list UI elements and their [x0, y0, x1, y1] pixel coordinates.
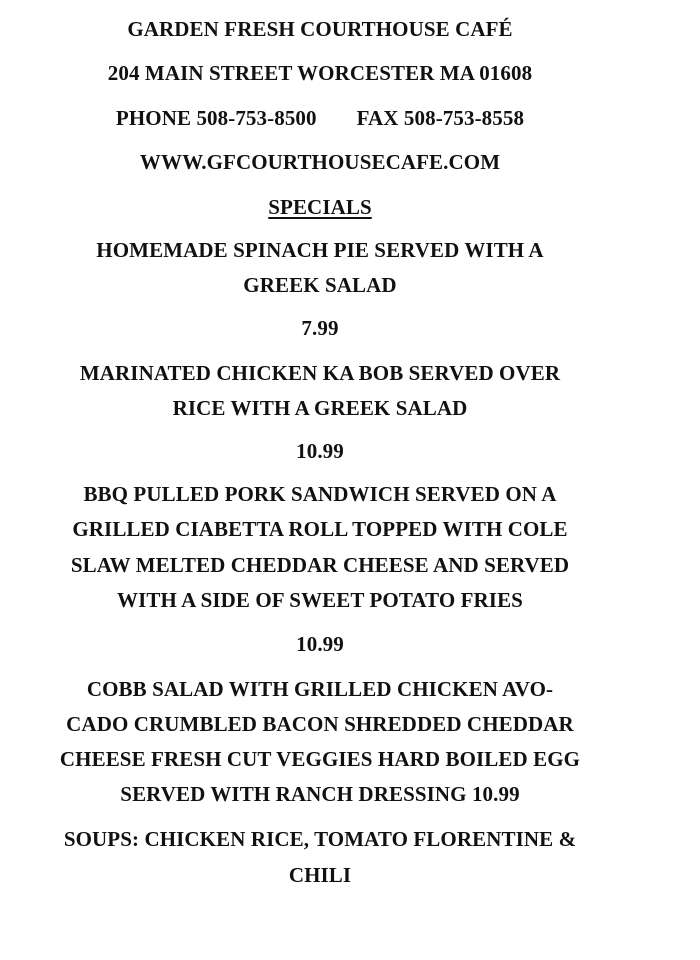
special-3-line-2: GRILLED CIABETTA ROLL TOPPED WITH COLE: [72, 517, 568, 541]
special-3-price: 10.99: [296, 632, 344, 656]
special-2-price: 10.99: [296, 439, 344, 463]
website: WWW.GFCOURTHOUSECAFE.COM: [139, 150, 501, 174]
cafe-name: GARDEN FRESH COURTHOUSE CAFÉ: [127, 17, 513, 41]
special-4-line-2: CADO CRUMBLED BACON SHREDDED CHEDDAR: [66, 712, 574, 736]
soups-line-1: SOUPS: CHICKEN RICE, TOMATO FLORENTINE &: [63, 827, 577, 851]
special-1-price: 7.99: [301, 316, 339, 340]
special-2-line-2: RICE WITH A GREEK SALAD: [172, 396, 468, 420]
special-2-line-1: MARINATED CHICKEN KA BOB SERVED OVER: [79, 361, 561, 385]
soups-line-2: CHILI: [288, 863, 352, 887]
special-4-line-3: CHEESE FRESH CUT VEGGIES HARD BOILED EGG: [59, 747, 581, 771]
specials-heading: SPECIALS: [268, 195, 372, 219]
special-1-line-2: GREEK SALAD: [243, 273, 397, 297]
special-4-line-1: COBB SALAD WITH GRILLED CHICKEN AVO-: [86, 677, 554, 701]
special-4-line-4: SERVED WITH RANCH DRESSING 10.99: [120, 782, 520, 806]
special-3-line-4: WITH A SIDE OF SWEET POTATO FRIES: [117, 588, 523, 612]
phone-number: PHONE 508-753-8500: [115, 106, 317, 130]
cafe-address: 204 MAIN STREET WORCESTER MA 01608: [107, 61, 533, 85]
fax-number: FAX 508-753-8558: [356, 106, 525, 130]
special-3-line-1: BBQ PULLED PORK SANDWICH SERVED ON A: [83, 482, 557, 506]
contact-line: [0, 105, 640, 131]
special-1-line-1: HOMEMADE SPINACH PIE SERVED WITH A: [96, 238, 544, 262]
special-3-line-3: SLAW MELTED CHEDDAR CHEESE AND SERVED: [70, 553, 570, 577]
